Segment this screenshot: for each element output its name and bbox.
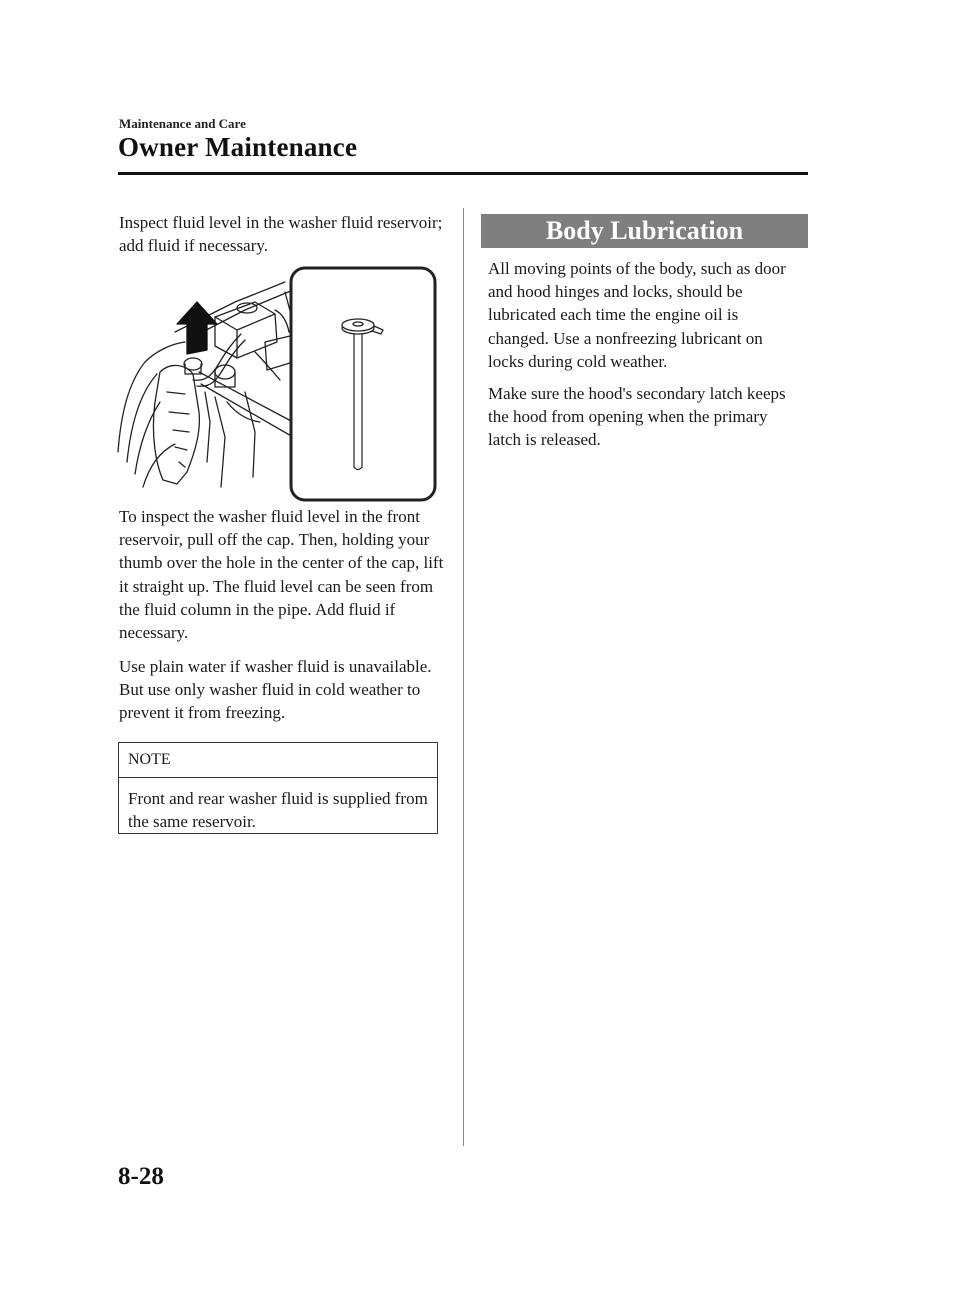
body-lubrication-paragraph: All moving points of the body, such as door and hood hinges and locks, should be lubricated each time the engine oil is changed. Use a nonfreezing lubricant on locks during cold weather. (488, 259, 786, 371)
page-number: 8-28 (118, 1163, 164, 1190)
plain-water-paragraph: Use plain water if washer fluid is unavailable. But use only washer fluid in cold weather to prevent it from freezing. (119, 657, 432, 723)
body-lubrication-heading: Body Lubrication (481, 214, 808, 248)
inset-dipstick-view (291, 268, 435, 500)
page-title: Owner Maintenance (118, 132, 358, 162)
note-text: Front and rear washer fluid is supplied from the same reservoir. (128, 789, 428, 831)
section-label: Maintenance and Care (119, 116, 246, 131)
inspect-paragraph: To inspect the washer fluid level in the front reservoir, pull off the cap. Then, holding your thumb over the hole in the center of the cap, lift it straight up. The fluid level can be seen from the fluid column in the pipe. Add fluid if necessary. (119, 507, 444, 643)
note-box (118, 742, 438, 834)
hood-latch-paragraph: Make sure the hood's secondary latch keeps the hood from opening when the primary latch is released. (488, 384, 786, 450)
intro-paragraph: Inspect fluid level in the washer fluid reservoir; add fluid if necessary. (119, 213, 443, 256)
washer-fluid-reservoir-diagram (115, 262, 440, 502)
header-rule (118, 172, 808, 175)
note-heading: NOTE (119, 743, 437, 778)
column-divider (463, 208, 464, 1146)
